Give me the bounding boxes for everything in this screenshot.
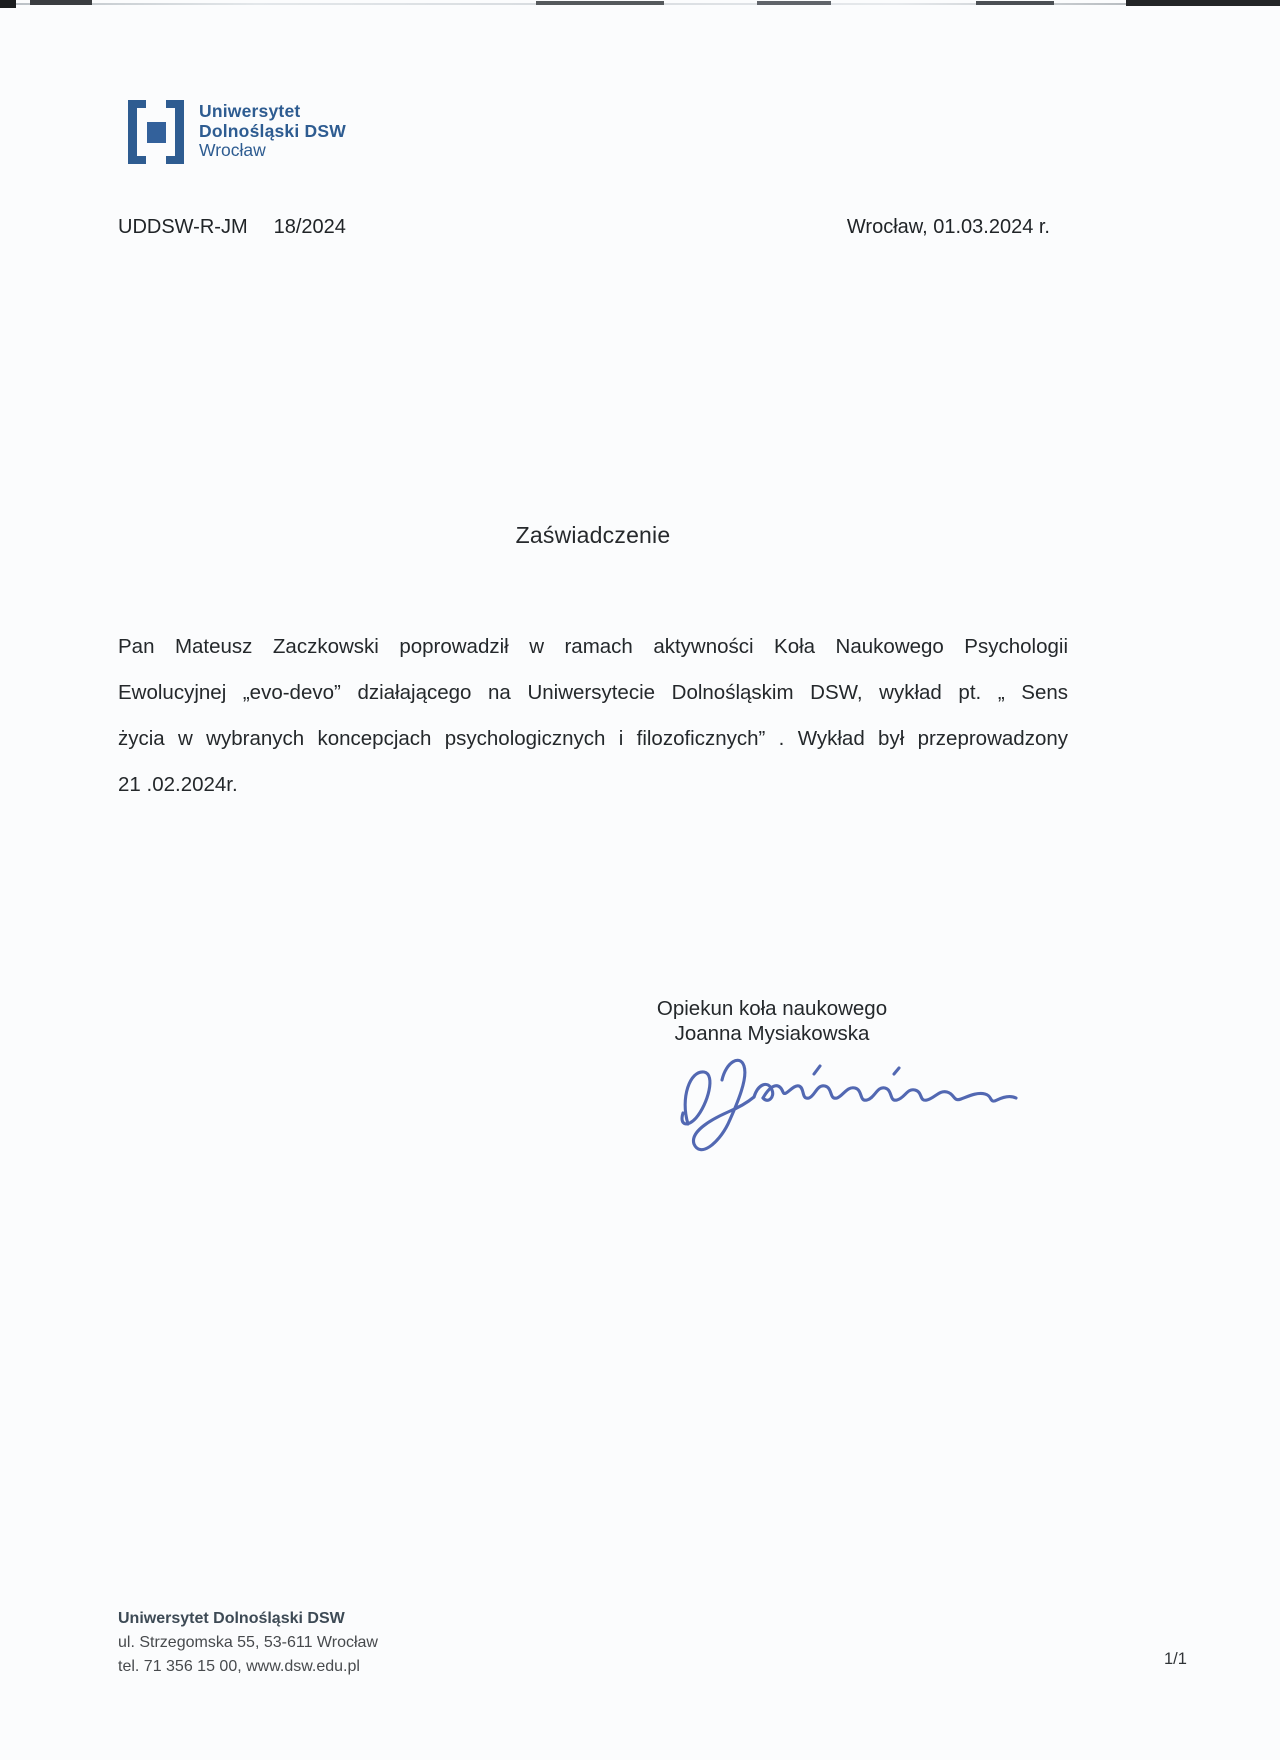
footer-contact: tel. 71 356 15 00, www.dsw.edu.pl bbox=[118, 1658, 360, 1675]
logo-square-icon bbox=[147, 122, 166, 143]
reference-line bbox=[118, 216, 346, 239]
scan-artifact bbox=[757, 1, 831, 5]
body-line: Pan Mateusz Zaczkowski poprowadził w ramach aktywności Koła Naukowego Psychologii bbox=[118, 635, 1068, 658]
footer bbox=[118, 1607, 378, 1679]
place-and-date: Wrocław, 01.03.2024 r. bbox=[846, 216, 1050, 238]
body-paragraph bbox=[118, 632, 1068, 816]
bracket-left-icon bbox=[128, 100, 146, 164]
logo-city: Wrocław bbox=[199, 140, 266, 160]
case-number: 18/2024 bbox=[273, 216, 346, 238]
title-row bbox=[118, 522, 1068, 549]
page-number: 1/1 bbox=[1164, 1650, 1187, 1668]
scan-artifact bbox=[1126, 0, 1280, 6]
document-title: Zaświadczenie bbox=[515, 522, 671, 548]
bracket-right-icon bbox=[166, 100, 184, 164]
scan-artifact bbox=[30, 0, 92, 5]
signer-role: Opiekun koła naukowego bbox=[656, 997, 888, 1020]
scan-artifact bbox=[0, 0, 16, 8]
scan-artifact bbox=[536, 1, 664, 5]
handwritten-signature bbox=[648, 1044, 1028, 1164]
logo-line1: Uniwersytet bbox=[199, 101, 301, 121]
body-line: Ewolucyjnej „evo-devo” działającego na Uniwersytecie Dolnośląskim DSW, wykład pt. „ Sens bbox=[118, 681, 1068, 704]
university-logo-text bbox=[199, 100, 346, 161]
university-logo-icon bbox=[128, 100, 184, 164]
reference-code: UDDSW-R-JM bbox=[118, 216, 248, 238]
body-line: 21 .02.2024r. bbox=[118, 773, 238, 796]
signature-block bbox=[592, 996, 952, 1046]
university-logo bbox=[128, 100, 346, 164]
body-line: życia w wybranych koncepcjach psychologicznych i filozoficznych” . Wykład był przeprowadzony bbox=[118, 727, 1068, 750]
footer-address: ul. Strzegomska 55, 53-611 Wrocław bbox=[118, 1634, 378, 1651]
footer-organization: Uniwersytet Dolnośląski DSW bbox=[118, 1610, 345, 1627]
signer-name: Joanna Mysiakowska bbox=[674, 1022, 870, 1045]
logo-line2: Dolnośląski DSW bbox=[199, 120, 346, 141]
scan-artifact bbox=[976, 1, 1054, 5]
